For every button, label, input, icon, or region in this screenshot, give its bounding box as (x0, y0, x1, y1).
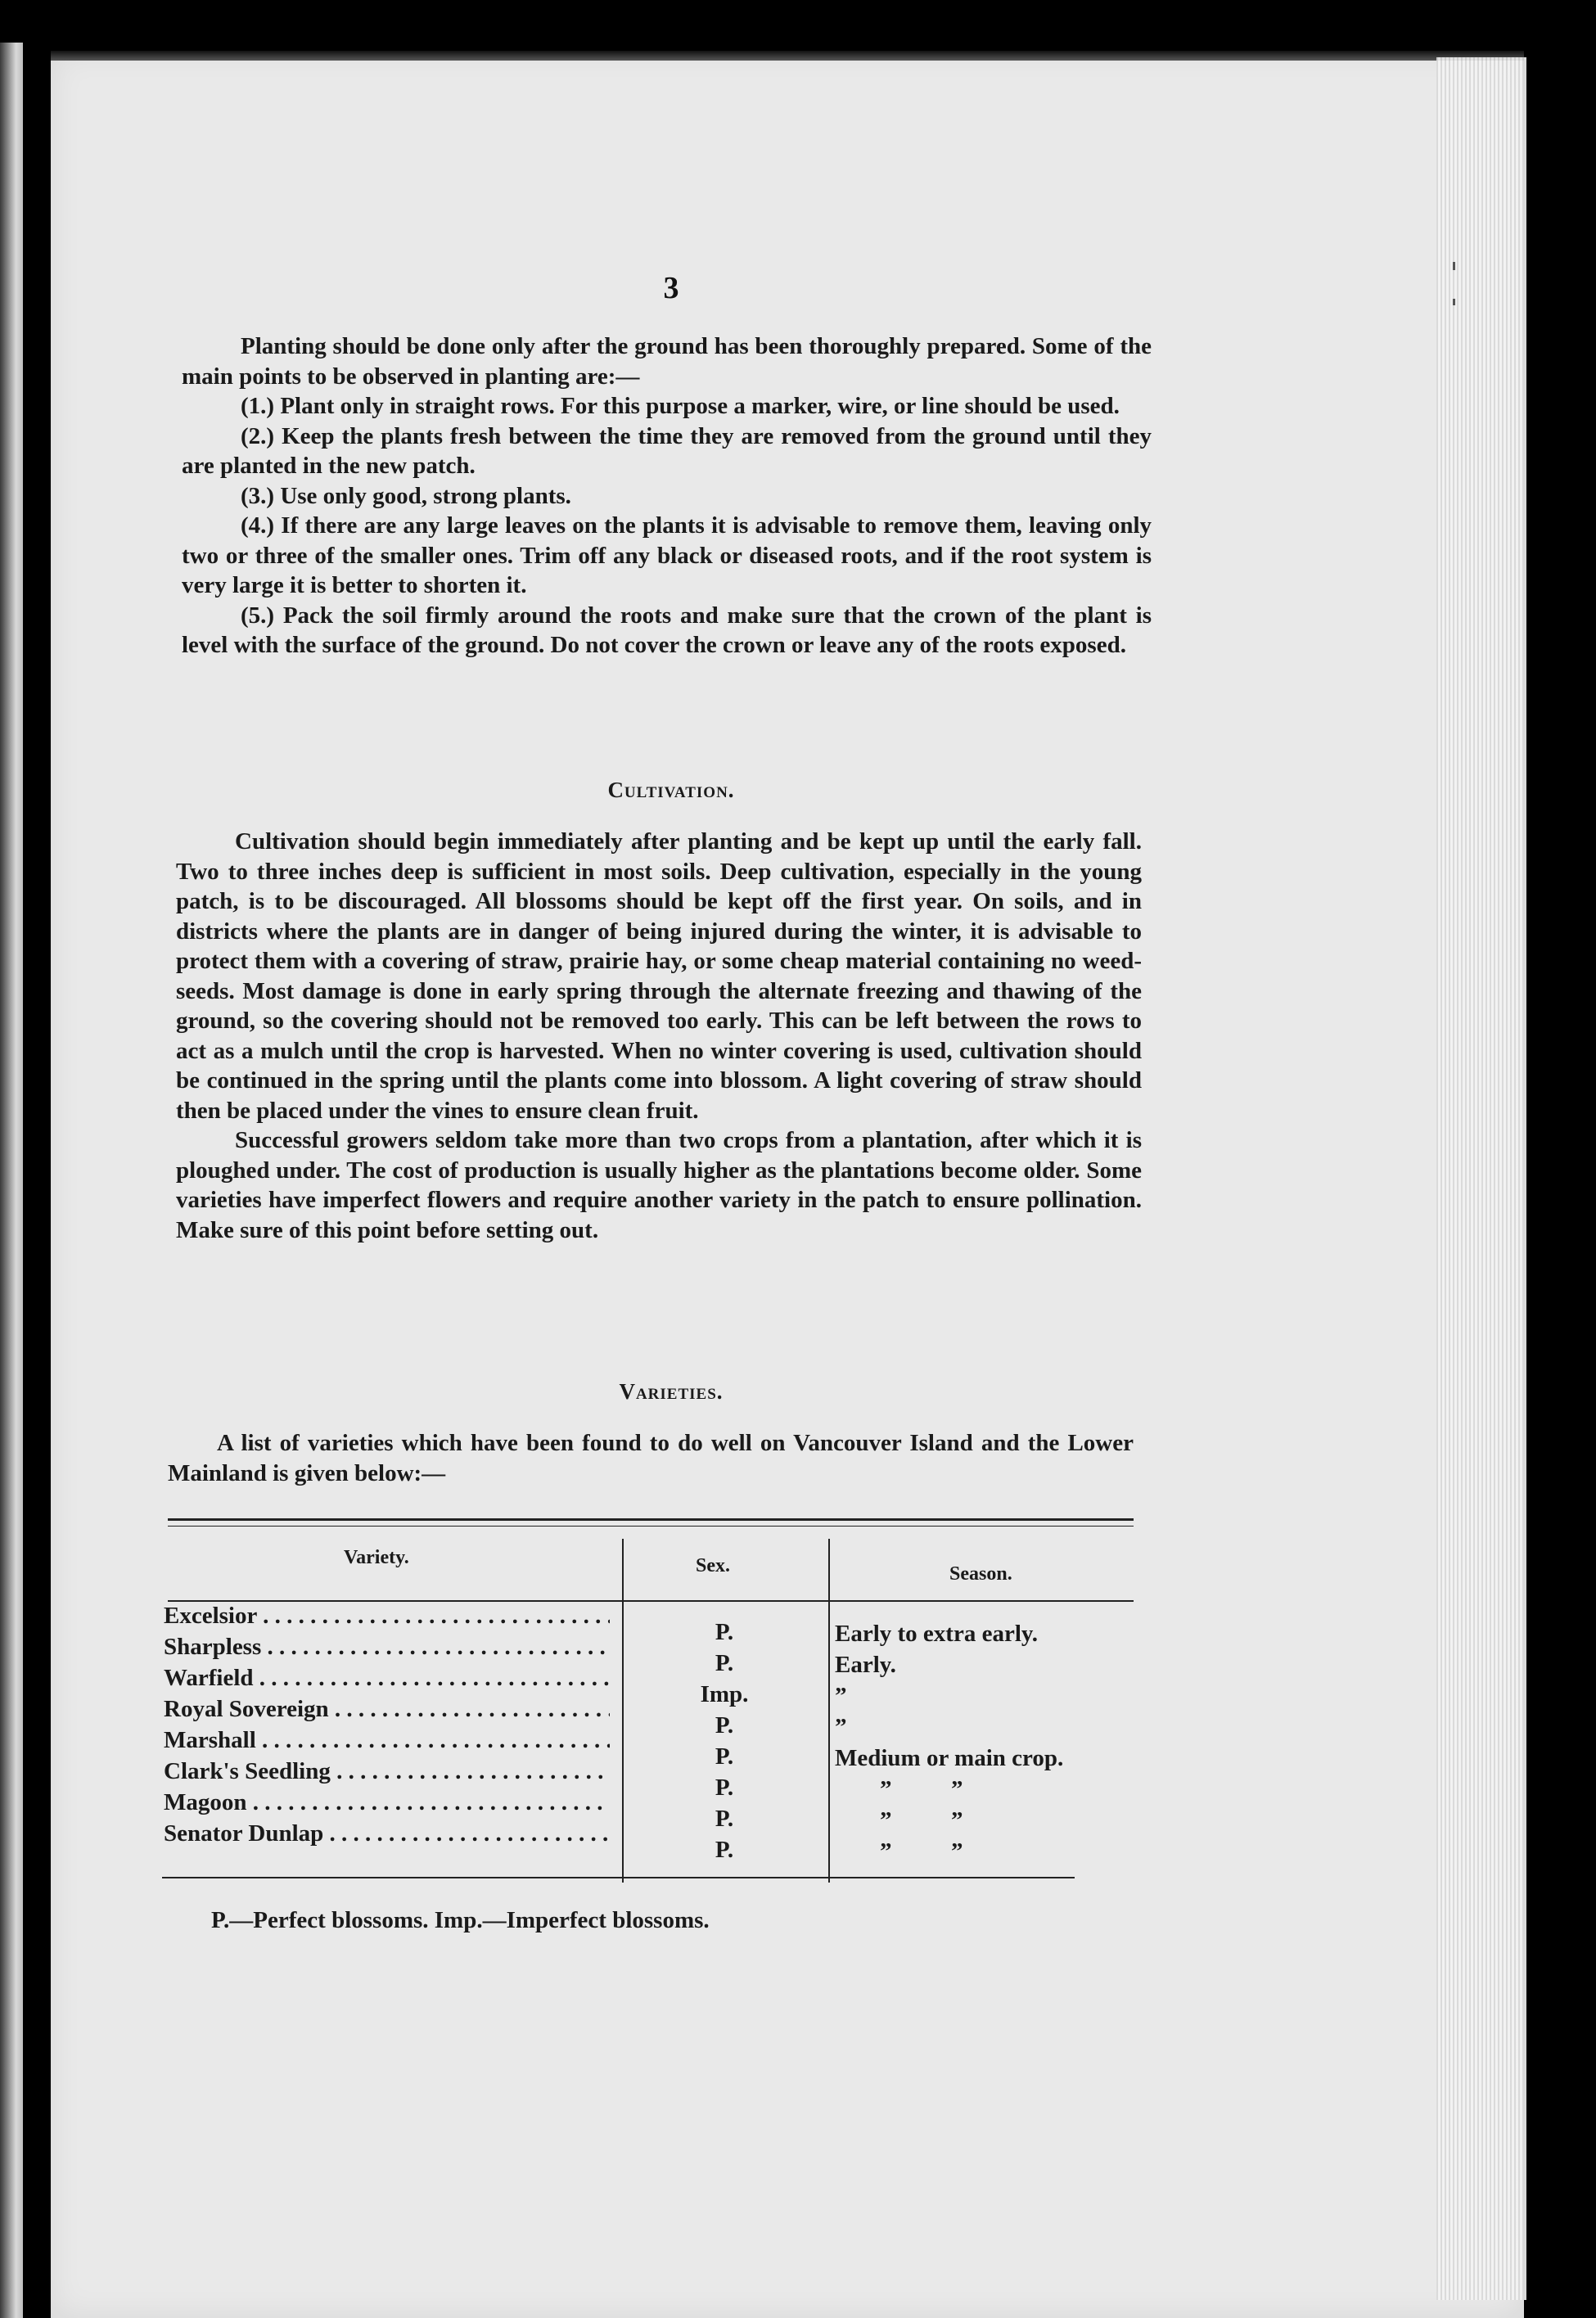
variety-season: ” (835, 1683, 847, 1709)
variety-season: ” ” (880, 1838, 963, 1865)
planting-point: (3.) Use only good, strong plants. (241, 482, 571, 509)
variety-season: Early to extra early. (835, 1621, 1039, 1647)
table-top-rule-thin (168, 1526, 1134, 1527)
variety-name: Magoon . . . (164, 1789, 610, 1816)
margin-mark (1453, 262, 1455, 270)
planting-section (182, 331, 1152, 661)
page-stack-edges (1436, 57, 1526, 2300)
margin-mark (1453, 299, 1455, 305)
variety-season: ” (835, 1714, 847, 1740)
table-footnote: P.—Perfect blossoms. Imp.—Imperfect blossoms. (211, 1907, 710, 1933)
table-row (164, 1820, 1146, 1865)
cultivation-paragraph: Successful growers seldom take more than two crops from a plantation, after which it is ploughed under. The cost of production is usually higher as the plantations become older. Some varieties have imperfect flowers and require another variety in the patch to ensure pollination. Make sure of this point before setting out. (176, 1127, 1142, 1243)
table-row (164, 1789, 1146, 1833)
variety-name: Excelsior . . . (164, 1603, 610, 1630)
column-header-variety: Variety. (344, 1547, 409, 1568)
variety-sex: P. (715, 1806, 734, 1832)
variety-sex: P. (715, 1743, 734, 1770)
table-header-rule (168, 1600, 1134, 1602)
variety-sex: P. (715, 1650, 734, 1676)
variety-sex: P. (715, 1837, 734, 1863)
varieties-intro: A list of varieties which have been found to do well on Vancouver Island and the Lower Mainland is given below:— (168, 1430, 1134, 1486)
planting-point: (5.) Pack the soil firmly around the roots and make sure that the crown of the plant is level with the surface of the ground. Do not cover the crown or leave any of the roots exposed. (182, 602, 1152, 658)
variety-sex: P. (715, 1712, 734, 1738)
cultivation-paragraph: Cultivation should begin immediately after planting and be kept up until the early fall. Two to three inches deep is sufficient in most soils. Deep cultivation, especially in the young patch, is to be discouraged. All blossoms should be kept off the first year. On soils, and in districts where the plants are in danger of being injured during the winter, it is advisable to protect them with a covering of straw, prairie hay, or some cheap material containing no weed-seeds. Most damage is done in early spring through the alternate freezing and thawing of the ground, so the covering should not be removed too early. This can be left between the rows to act as a mulch until the crop is harvested. When no winter covering is used, cultivation should be continued in the spring until the plants come into blossom. A light covering of straw should then be placed under the vines to ensure clean fruit. (176, 828, 1142, 1124)
variety-name: Warfield . . . (164, 1665, 610, 1692)
varieties-heading: Varieties. (619, 1379, 724, 1404)
variety-name: Senator Dunlap . . . (164, 1820, 610, 1847)
column-header-sex: Sex. (696, 1555, 730, 1576)
variety-name: Sharpless . . . (164, 1634, 610, 1661)
planting-point: (1.) Plant only in straight rows. For this purpose a marker, wire, or line should be used. (241, 393, 1120, 419)
variety-sex: P. (715, 1619, 734, 1645)
table-top-rule (168, 1518, 1134, 1521)
column-header-season: Season. (949, 1563, 1012, 1585)
variety-name: Royal Sovereign . . . (164, 1696, 610, 1723)
intro-paragraph: Planting should be done only after the ground has been thoroughly prepared. Some of the main points to be observed in planting are:— (182, 333, 1152, 390)
variety-name: Clark's Seedling . . . (164, 1758, 610, 1785)
variety-season: ” ” (880, 1776, 963, 1802)
cultivation-section (176, 827, 1142, 1245)
planting-point: (4.) If there are any large leaves on the plants it is advisable to remove them, leaving only two or three of the smaller ones. Trim off any black or diseased roots, and if the root system is very large it is better to shorten it. (182, 512, 1152, 598)
page-number: 3 (663, 271, 679, 305)
scan-background (1526, 33, 1596, 2318)
variety-name: Marshall . . . (164, 1727, 610, 1754)
table-bottom-rule (162, 1877, 1075, 1878)
planting-point: (2.) Keep the plants fresh between the time they are removed from the ground until they are planted in the new patch. (182, 422, 1152, 479)
variety-season: Early. (835, 1652, 896, 1678)
page-top-border (51, 51, 1524, 61)
variety-sex: P. (715, 1775, 734, 1801)
cultivation-heading: Cultivation. (607, 778, 735, 802)
adjacent-page-edge (0, 43, 23, 2318)
variety-season: ” ” (880, 1807, 963, 1833)
variety-season: Medium or main crop. (835, 1745, 1064, 1771)
variety-sex: Imp. (700, 1681, 749, 1707)
